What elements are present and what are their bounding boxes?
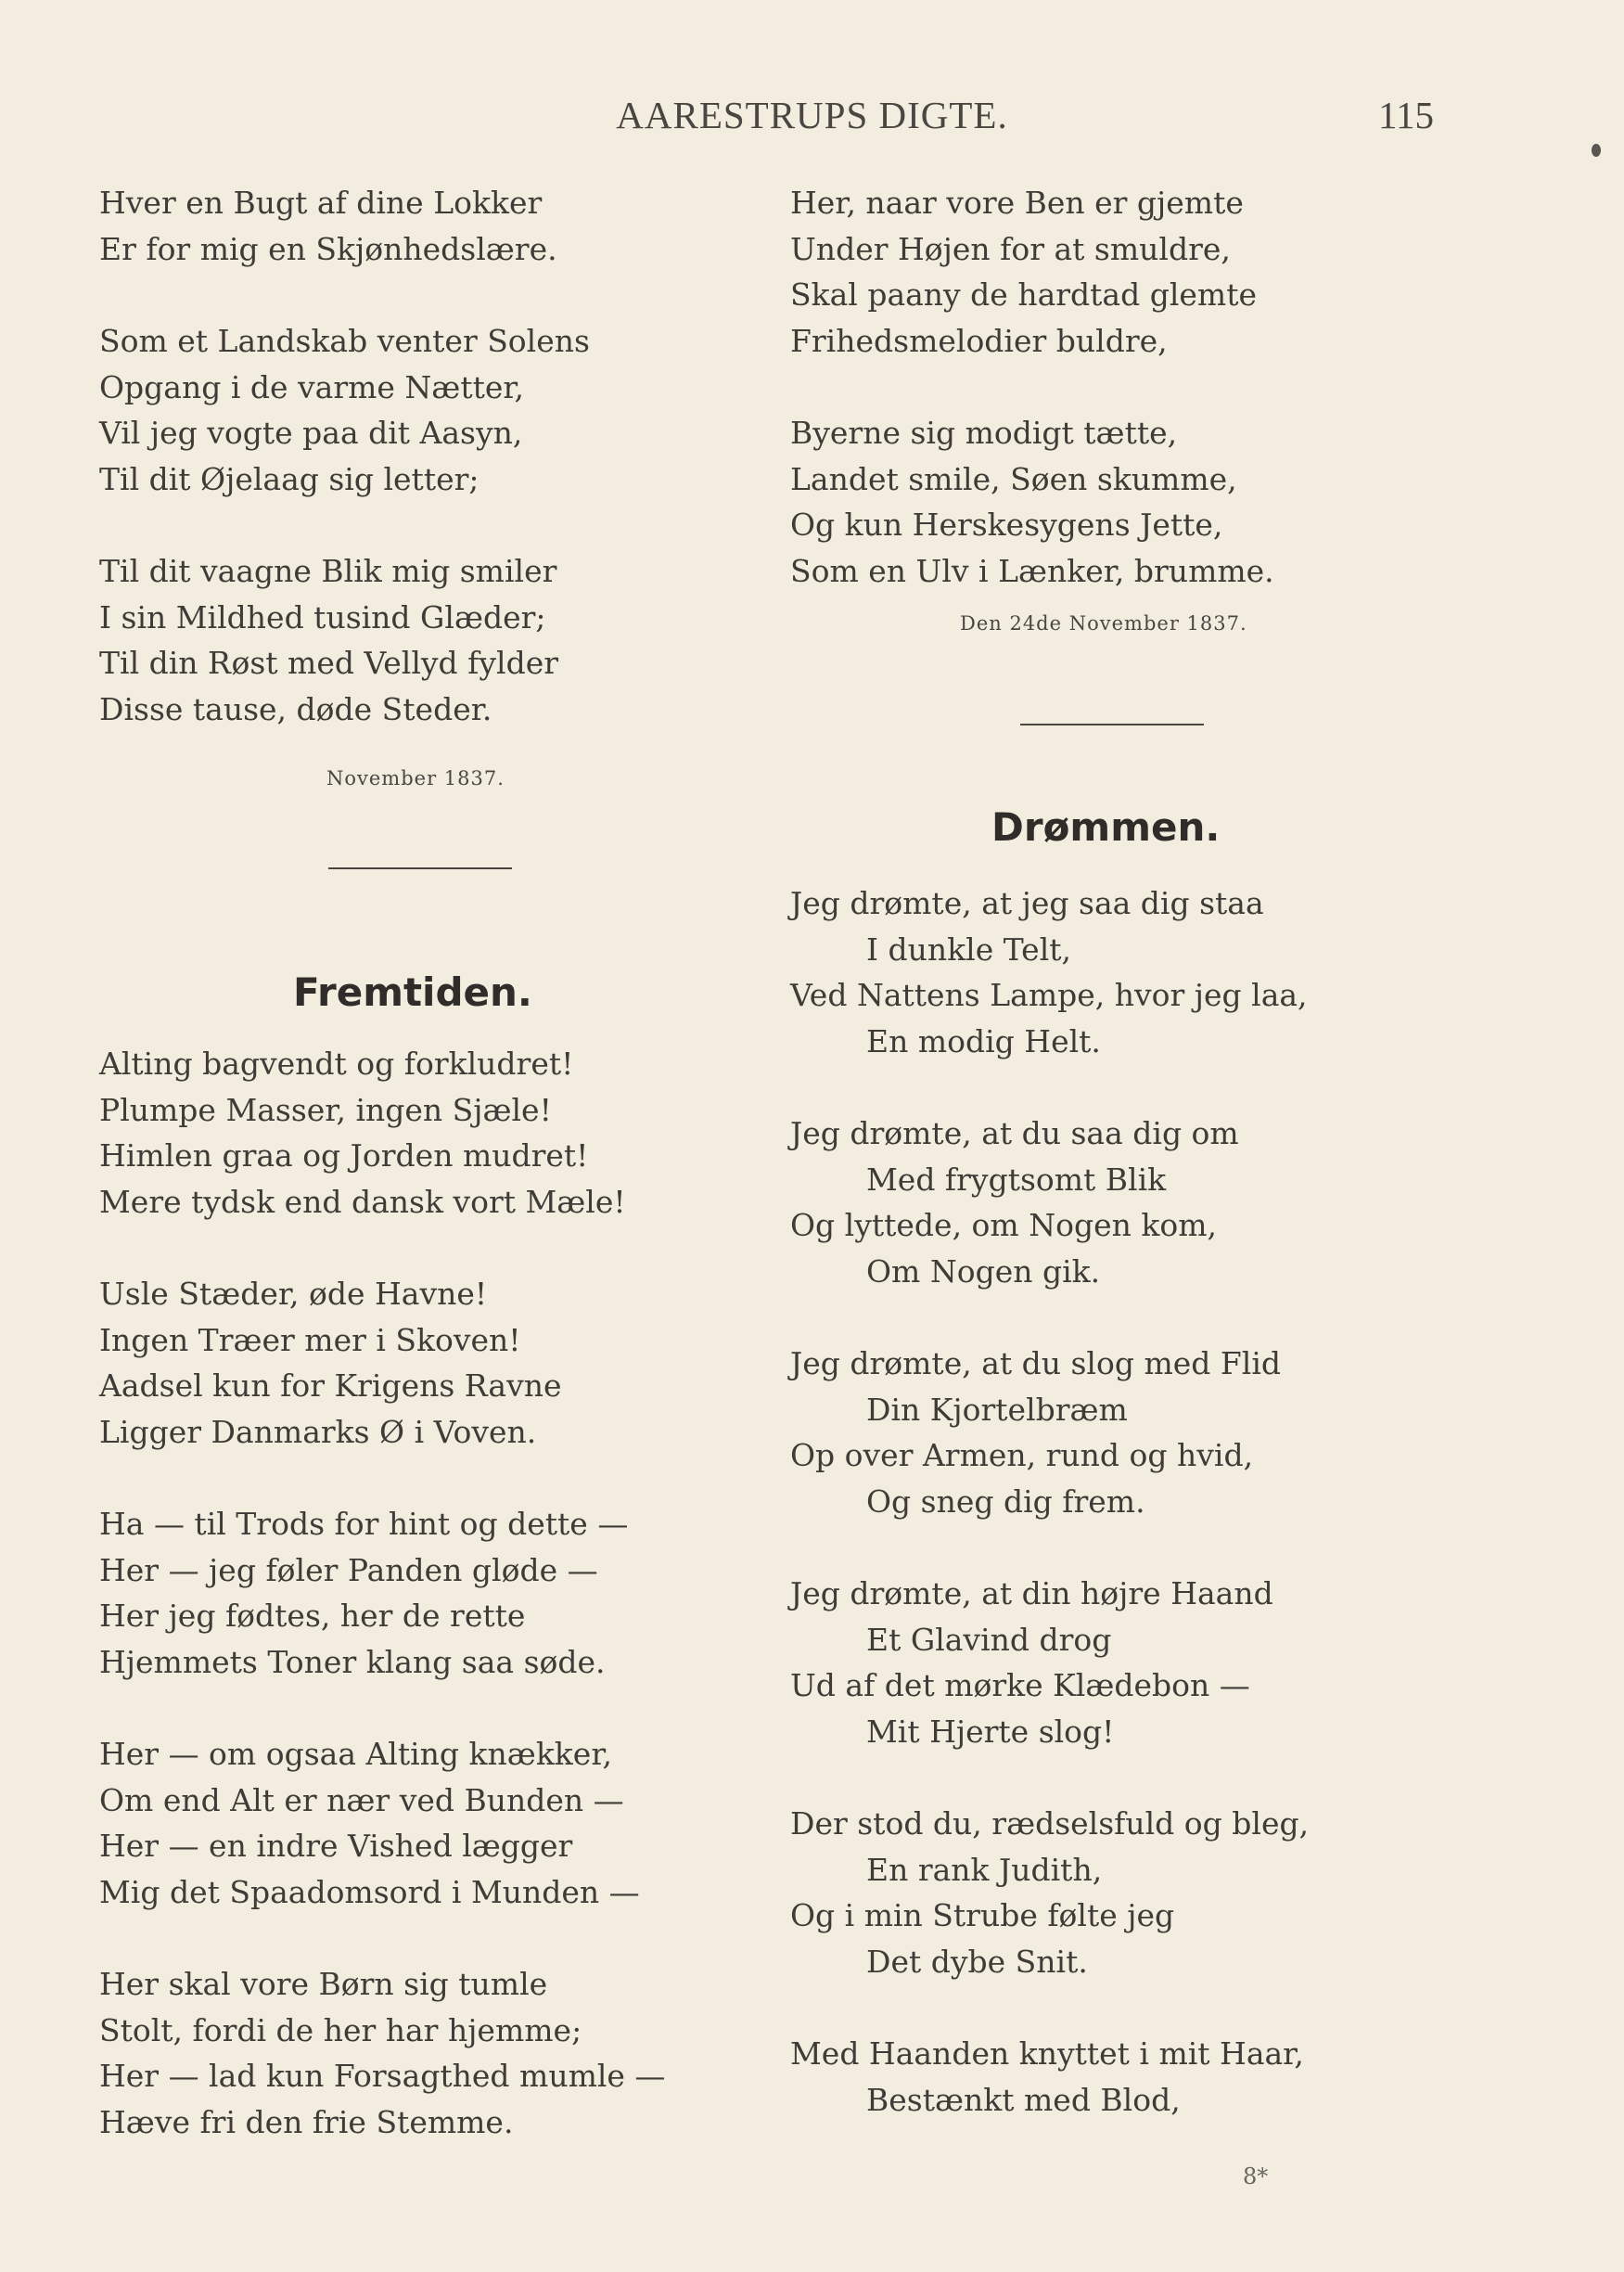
verse-line: Opgang i de varme Nætter, — [99, 368, 525, 405]
spacer — [790, 725, 1421, 804]
verse-line: Mit Hjerte slog! — [866, 1713, 1115, 1750]
stanza-gap — [790, 1294, 1421, 1341]
verse-line: Mere tydsk end dansk vort Mæle! — [99, 1183, 626, 1220]
verse-line: Ved Nattens Lampe, hvor jeg laa, — [790, 977, 1308, 1013]
verse-line: Til dit vaagne Blik mig smiler — [99, 553, 557, 589]
verse-line: Til dit Øjelaag sig letter; — [99, 460, 480, 497]
verse-line: Her — en indre Vished lægger — [99, 1828, 573, 1864]
verse-line: Usle Stæder, øde Havne! — [99, 1276, 488, 1312]
spacer — [790, 594, 1421, 612]
poem-date: Den 24de November 1837. — [960, 612, 1247, 635]
stanza-gap — [790, 1984, 1421, 2031]
verse-line: Som et Landskab venter Solens — [99, 323, 590, 359]
verse-line: Her — om ogsaa Alting knækker, — [99, 1736, 612, 1772]
verse-line: Disse tause, døde Steder. — [99, 690, 492, 727]
left-column — [99, 180, 748, 2145]
verse-line: Om Nogen gik. — [866, 1252, 1101, 1290]
verse-line: Op over Armen, rund og hvid, — [790, 1437, 1254, 1473]
verse-line: Og lyttede, om Nogen kom, — [790, 1207, 1217, 1243]
verse-line: Ligger Danmarks Ø i Voven. — [99, 1413, 537, 1450]
verse-line: Plumpe Masser, ingen Sjæle! — [99, 1091, 552, 1128]
right-column — [790, 180, 1421, 2123]
verse-line: I dunkle Telt, — [866, 931, 1072, 968]
spacer — [790, 850, 1421, 880]
stanza-gap — [99, 1915, 748, 1961]
verse-line: Skal paany de hardtad glemte — [790, 276, 1257, 313]
verse-line: Til din Røst med Vellyd fylder — [99, 645, 559, 681]
verse-line: Ud af det mørke Klædebon — — [790, 1667, 1250, 1703]
verse-line: En modig Helt. — [866, 1022, 1101, 1059]
verse-line: Alting bagvendt og forkludret! — [99, 1046, 574, 1082]
spacer — [99, 869, 748, 969]
spacer — [99, 789, 748, 867]
print-dot — [1592, 144, 1601, 157]
poem-title: Fremtiden. — [293, 969, 532, 1015]
stanza-gap — [99, 1455, 748, 1501]
verse-line: Ha — til Trods for hint og dette — — [99, 1506, 629, 1542]
stanza-gap — [99, 502, 748, 548]
verse-line: Jeg drømte, at du slog med Flid — [790, 1345, 1282, 1381]
verse-line: Hver en Bugt af dine Lokker — [99, 185, 543, 221]
poem-title: Drømmen. — [991, 804, 1221, 850]
stanza-gap — [790, 1064, 1421, 1110]
verse-line: Og i min Strube følte jeg — [790, 1897, 1175, 1933]
verse-line: Med Haanden knyttet i mit Haar, — [790, 2035, 1304, 2072]
verse-line: Landet smile, Søen skumme, — [790, 460, 1237, 497]
spacer — [99, 732, 748, 767]
page-number: 115 — [1378, 94, 1434, 136]
stanza-gap — [99, 272, 748, 318]
verse-line: Som en Ulv i Lænker, brumme. — [790, 552, 1274, 589]
verse-line: Jeg drømte, at din højre Haand — [790, 1575, 1273, 1611]
stanza-gap — [99, 1685, 748, 1731]
stanza-gap — [790, 1524, 1421, 1571]
verse-line: Er for mig en Skjønhedslære. — [99, 230, 557, 267]
verse-line: Her jeg fødtes, her de rette — [99, 1598, 526, 1634]
verse-line: Bestænkt med Blod, — [866, 2081, 1181, 2118]
verse-line: En rank Judith, — [866, 1851, 1103, 1888]
verse-line: Et Glavind drog — [866, 1621, 1112, 1658]
verse-line: Her, naar vore Ben er gjemte — [790, 185, 1244, 221]
verse-line: Og sneg dig frem. — [866, 1483, 1145, 1520]
running-title: AARESTRUPS DIGTE. — [616, 94, 1008, 136]
verse-line: Din Kjortelbræm — [866, 1391, 1128, 1428]
verse-line: Her — lad kun Forsagthed mumle — — [99, 2058, 666, 2094]
verse-line: Mig det Spaadomsord i Munden — — [99, 1873, 640, 1910]
poem-date: November 1837. — [326, 767, 505, 789]
verse-line: I sin Mildhed tusind Glæder; — [99, 598, 546, 635]
verse-line: Det dybe Snit. — [866, 1943, 1088, 1980]
page-header — [0, 93, 1624, 139]
verse-line: Vil jeg vogte paa dit Aasyn, — [99, 415, 523, 451]
spacer — [790, 635, 1421, 724]
verse-line: Med frygtsomt Blik — [866, 1161, 1167, 1198]
verse-line: Her skal vore Børn sig tumle — [99, 1966, 548, 2002]
verse-line: Jeg drømte, at du saa dig om — [790, 1115, 1239, 1151]
verse-line: Og kun Herskesygens Jette, — [790, 507, 1223, 543]
verse-line: Her — jeg føler Panden gløde — — [99, 1551, 598, 1588]
verse-line: Stolt, fordi de her har hjemme; — [99, 2011, 582, 2048]
verse-line: Aadsel kun for Krigens Ravne — [99, 1367, 562, 1404]
verse-line: Der stod du, rædselsfuld og bleg, — [790, 1805, 1310, 1842]
verse-line: Himlen graa og Jorden mudret! — [99, 1137, 589, 1174]
stanza-gap — [99, 1225, 748, 1271]
stanza-gap — [790, 1754, 1421, 1801]
verse-line: Jeg drømte, at jeg saa dig staa — [790, 885, 1264, 921]
stanza-gap — [790, 364, 1421, 410]
verse-line: Byerne sig modigt tætte, — [790, 415, 1178, 451]
verse-line: Hjemmets Toner klang saa søde. — [99, 1643, 606, 1680]
verse-line: Om end Alt er nær ved Bunden — — [99, 1781, 624, 1818]
verse-line: Ingen Træer mer i Skoven! — [99, 1321, 521, 1358]
spacer — [99, 1015, 748, 1041]
verse-line: Under Højen for at smuldre, — [790, 230, 1231, 267]
verse-line: Frihedsmelodier buldre, — [790, 322, 1168, 359]
signature-mark: 8* — [1243, 2163, 1269, 2189]
verse-line: Hæve fri den frie Stemme. — [99, 2103, 514, 2140]
